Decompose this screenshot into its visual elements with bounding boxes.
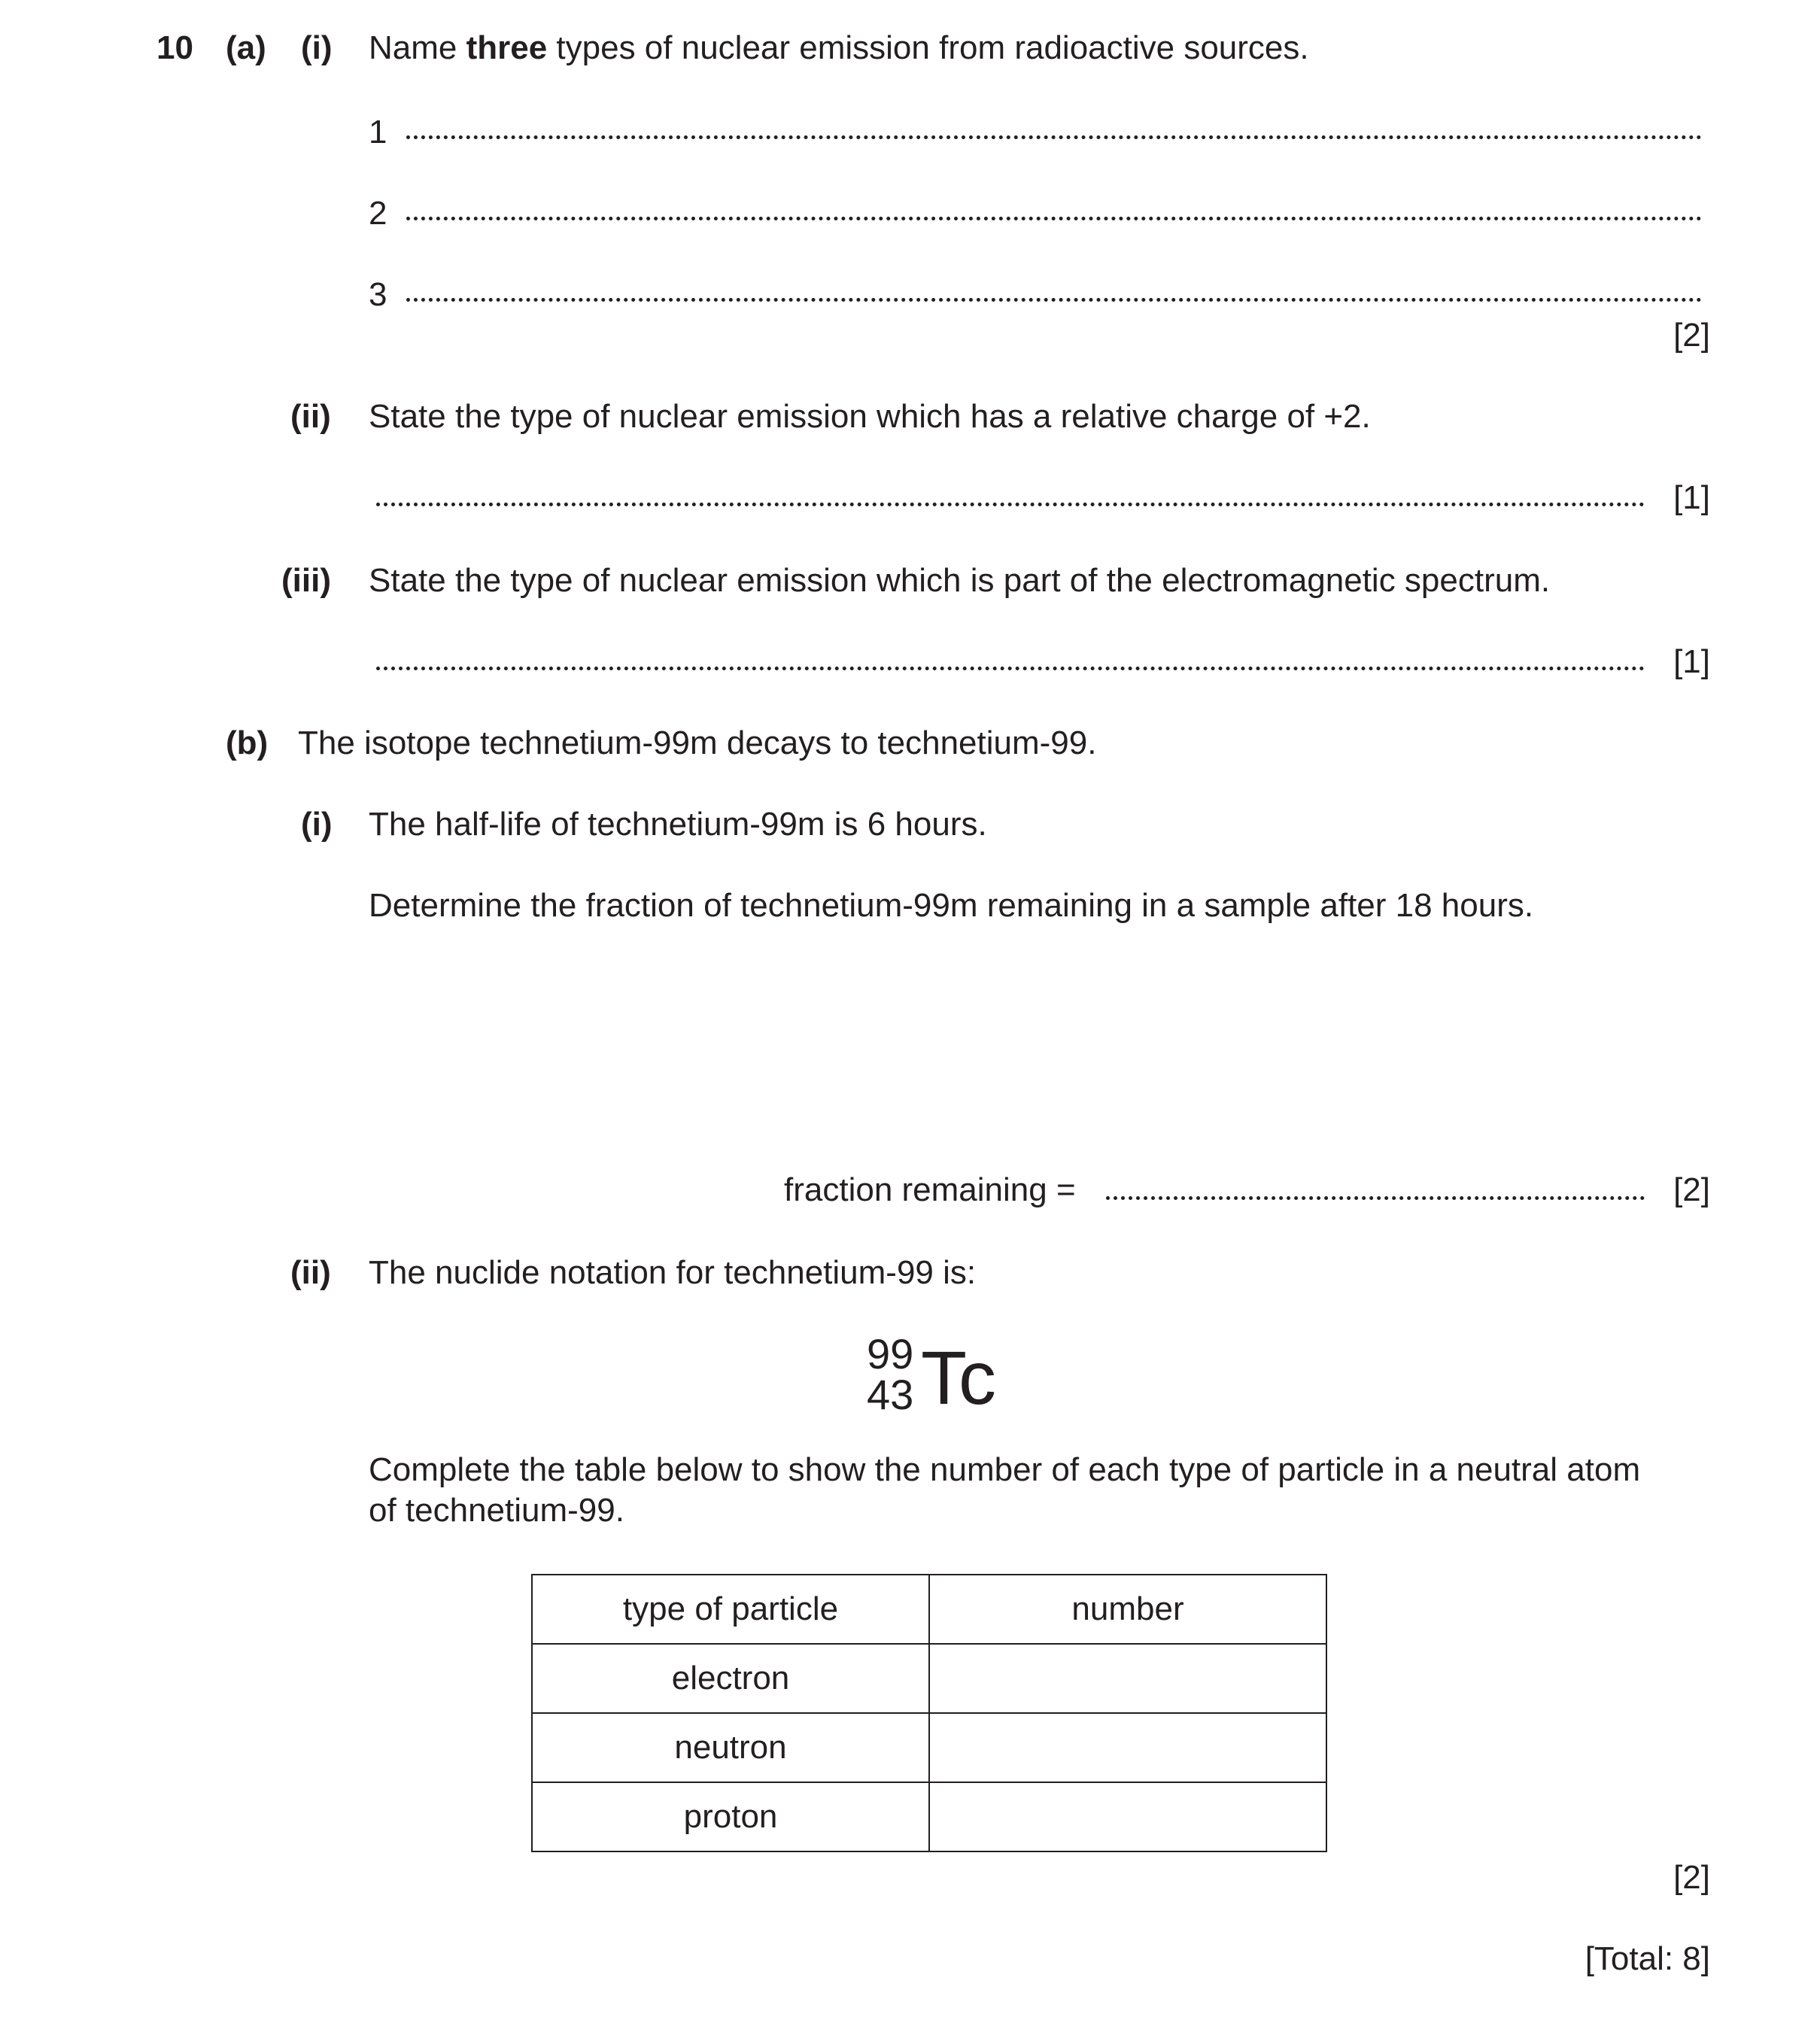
answer-line-number-1: 1 xyxy=(369,114,387,150)
particle-number-input-cell[interactable] xyxy=(929,1644,1326,1713)
nuclide-mass-number: 99 xyxy=(867,1330,914,1378)
answer-line-a-ii[interactable] xyxy=(376,503,1645,506)
part-a-label: (a) xyxy=(226,29,266,66)
subpart-a-ii-label: (ii) xyxy=(290,398,331,435)
subpart-b-i-text2: Determine the fraction of technetium-99m remaining in a sample after 18 hours. xyxy=(369,887,1534,924)
answer-line-a-iii[interactable] xyxy=(376,667,1645,670)
marks-b-i: [2] xyxy=(1673,1171,1710,1208)
answer-line-number-2: 2 xyxy=(369,195,387,232)
subpart-b-i-text1: The half-life of technetium-99m is 6 hours. xyxy=(369,806,987,843)
question-number: 10 xyxy=(156,29,193,66)
particle-type-cell: proton xyxy=(532,1782,929,1851)
answer-line-number-3: 3 xyxy=(369,276,387,313)
subpart-b-ii-label: (ii) xyxy=(290,1254,331,1291)
subpart-b-i-label: (i) xyxy=(301,806,333,843)
answer-line-3[interactable] xyxy=(406,298,1702,302)
instruction-line-1: Complete the table below to show the number of each type of particle in a neutral atom xyxy=(369,1451,1641,1488)
subpart-b-ii-text: The nuclide notation for technetium-99 is: xyxy=(369,1254,977,1291)
answer-line-2[interactable] xyxy=(406,217,1702,220)
subpart-a-iii-text: State the type of nuclear emission which is part of the electromagnetic spectrum. xyxy=(369,562,1551,599)
table-row xyxy=(532,1713,1326,1782)
particle-number-input-cell[interactable] xyxy=(929,1782,1326,1851)
instruction-line-2: of technetium-99. xyxy=(369,1492,624,1529)
nuclide-atomic-number: 43 xyxy=(867,1371,914,1418)
marks-a-i: [2] xyxy=(1673,317,1710,354)
table-row xyxy=(532,1782,1326,1851)
part-b-label: (b) xyxy=(226,724,269,761)
subpart-a-i-label: (i) xyxy=(301,29,333,66)
subpart-a-ii-text: State the type of nuclear emission which has a relative charge of +2. xyxy=(369,398,1371,435)
marks-a-iii: [1] xyxy=(1673,643,1710,680)
marks-a-ii: [1] xyxy=(1673,479,1710,516)
table-header-row xyxy=(532,1575,1326,1644)
subpart-a-i-text: Name three types of nuclear emission from radioactive sources. xyxy=(369,29,1309,66)
table-header-cell: number xyxy=(929,1575,1326,1644)
nuclide-symbol: Tc xyxy=(921,1336,996,1420)
fraction-remaining-answer-line[interactable] xyxy=(1106,1196,1645,1200)
table-header-cell: type of particle xyxy=(532,1575,929,1644)
total-marks: [Total: 8] xyxy=(1585,1940,1710,1977)
particle-number-input-cell[interactable] xyxy=(929,1713,1326,1782)
particle-type-cell: electron xyxy=(532,1644,929,1713)
subpart-a-iii-label: (iii) xyxy=(281,562,331,599)
table-row xyxy=(532,1644,1326,1713)
particle-type-cell: neutron xyxy=(532,1713,929,1782)
answer-line-1[interactable] xyxy=(406,135,1702,139)
marks-b-ii: [2] xyxy=(1673,1859,1710,1896)
particle-table xyxy=(531,1574,1327,1852)
fraction-remaining-label: fraction remaining = xyxy=(784,1171,1076,1208)
part-b-intro: The isotope technetium-99m decays to technetium-99. xyxy=(298,724,1097,761)
